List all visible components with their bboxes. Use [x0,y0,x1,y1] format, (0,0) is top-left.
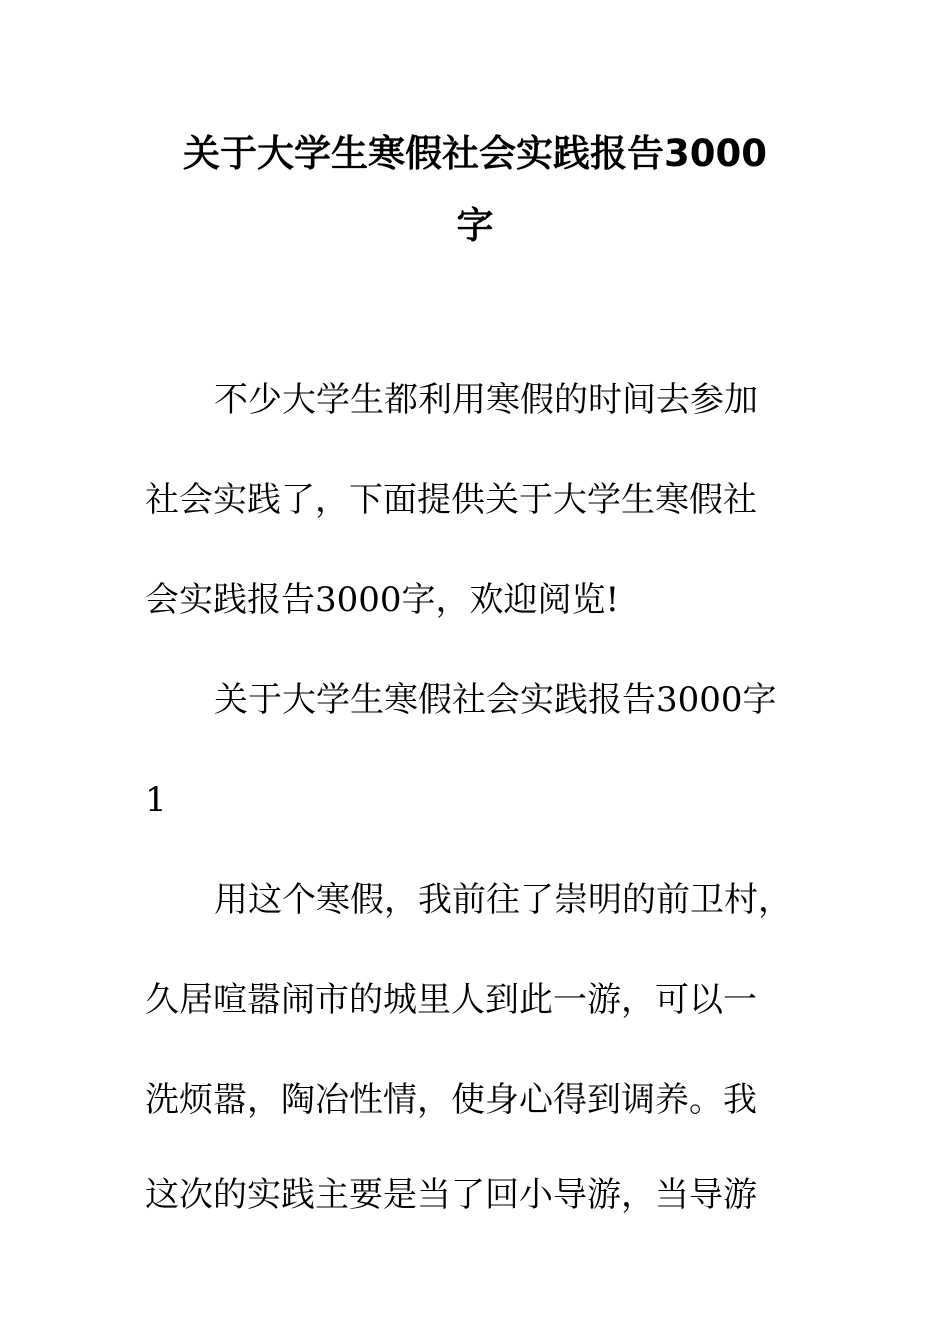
paragraph-line: 用这个寒假，我前往了崇明的前卫村， [214,880,792,920]
paragraph-line: 久居喧嚣闹市的城里人到此一游，可以一 [145,980,757,1020]
document-title-line-1: 关于大学生寒假社会实践报告3000 [183,132,767,175]
document-title-line-2: 字 [456,204,494,247]
paragraph-line: 这次的实践主要是当了回小导游，当导游 [145,1175,757,1215]
paragraph-line: 社会实践了，下面提供关于大学生寒假社 [145,480,757,520]
paragraph-line: 会实践报告3000字，欢迎阅览! [145,580,620,620]
paragraph-line: 洗烦嚣，陶冶性情，使身心得到调养。我 [145,1080,757,1120]
section-heading-line: 1 [145,780,167,820]
section-heading-line: 关于大学生寒假社会实践报告3000字 [214,680,777,720]
paragraph-line: 不少大学生都利用寒假的时间去参加 [214,380,758,420]
